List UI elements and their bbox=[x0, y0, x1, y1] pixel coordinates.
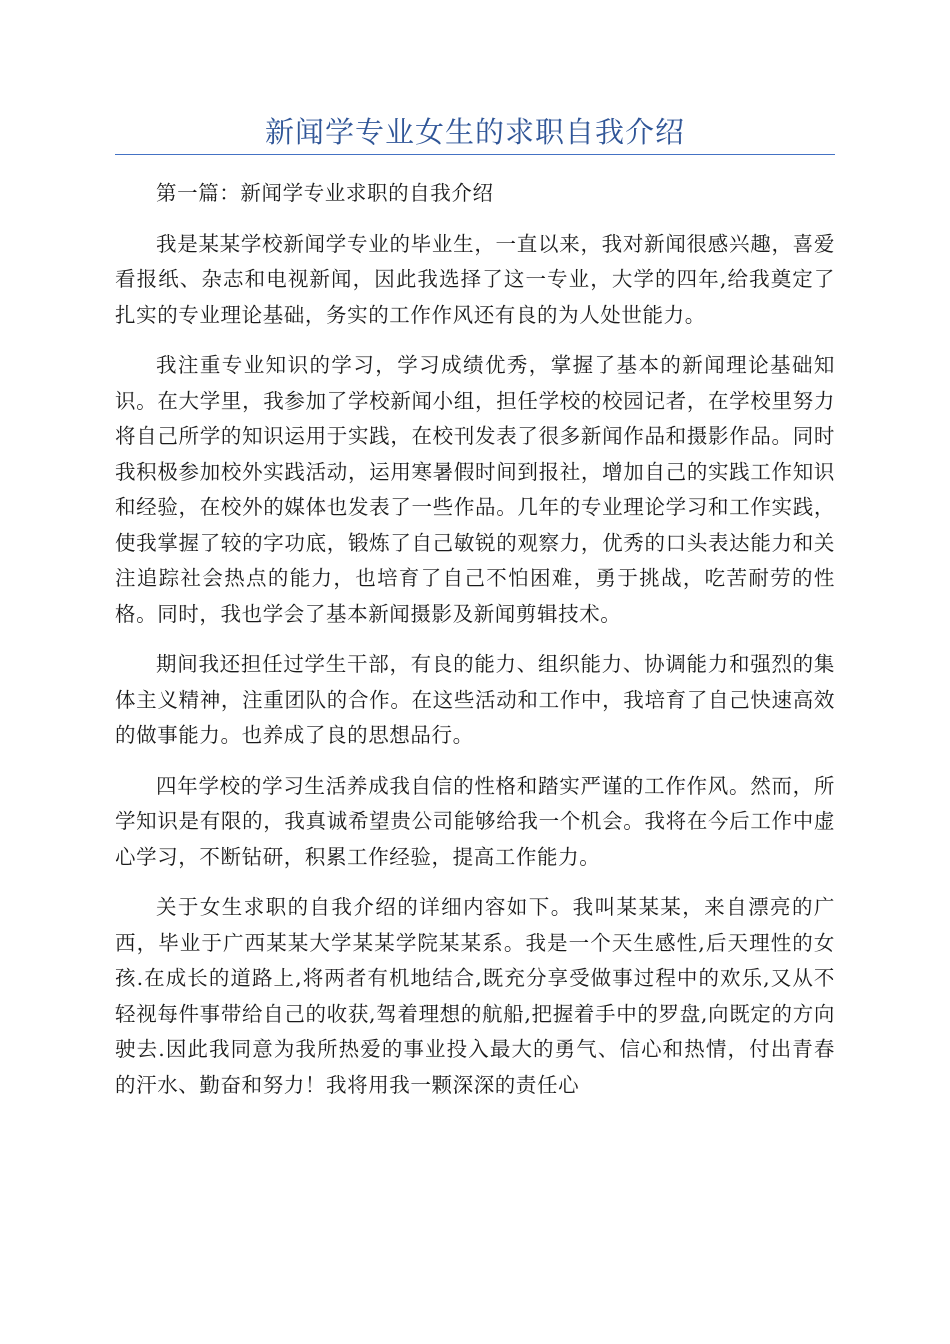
document-body bbox=[115, 176, 835, 1118]
paragraph-5: 关于女生求职的自我介绍的详细内容如下。我叫某某某，来自漂亮的广西，毕业于广西某某大学某某学院某某系。我是一个天生感性,后天理性的女孩.在成长的道路上,将两者有机地结合,既充分享受做事过程中的欢乐,又从不轻视每件事带给自己的收获,驾着理想的航船,把握着手中的罗盘,向既定的方向驶去.因此我同意为我所热爱的事业投入最大的勇气、信心和热情，付出青春的汗水、勤奋和努力！我将用我一颗深深的责任心 bbox=[115, 895, 835, 1097]
document-title: 新闻学专业女生的求职自我介绍 bbox=[264, 115, 685, 149]
paragraph-2: 我注重专业知识的学习，学习成绩优秀，掌握了基本的新闻理论基础知识。在大学里，我参加了学校新闻小组，担任学校的校园记者，在学校里努力将自己所学的知识运用于实践，在校刊发表了很多新闻作品和摄影作品。同时我积极参加校外实践活动，运用寒暑假时间到报社，增加自己的实践工作知识和经验，在校外的媒体也发表了一些作品。几年的专业理论学习和工作实践，使我掌握了较的字功底，锻炼了自己敏锐的观察力，优秀的口头表达能力和关注追踪社会热点的能力，也培育了自己不怕困难，勇于挑战，吃苦耐劳的性格。同时，我也学会了基本新闻摄影及新闻剪辑技术。 bbox=[115, 353, 835, 626]
paragraph-4: 四年学校的学习生活养成我自信的性格和踏实严谨的工作作风。然而，所学知识是有限的，我真诚希望贵公司能够给我一个机会。我将在今后工作中虚心学习，不断钻研，积累工作经验，提高工作能力。 bbox=[115, 773, 835, 869]
paragraph-3: 期间我还担任过学生干部，有良的能力、组织能力、协调能力和强烈的集体主义精神，注重团队的合作。在这些活动和工作中，我培育了自己快速高效的做事能力。也养成了良的思想品行。 bbox=[115, 652, 835, 747]
section-heading: 第一篇：新闻学专业求职的自我介绍 bbox=[156, 181, 494, 205]
paragraph-1: 我是某某学校新闻学专业的毕业生，一直以来，我对新闻很感兴趣，喜爱看报纸、杂志和电视新闻，因此我选择了这一专业，大学的四年,给我奠定了扎实的专业理论基础，务实的工作作风还有良的为人处世能力。 bbox=[115, 231, 835, 327]
title-underline bbox=[115, 154, 835, 155]
